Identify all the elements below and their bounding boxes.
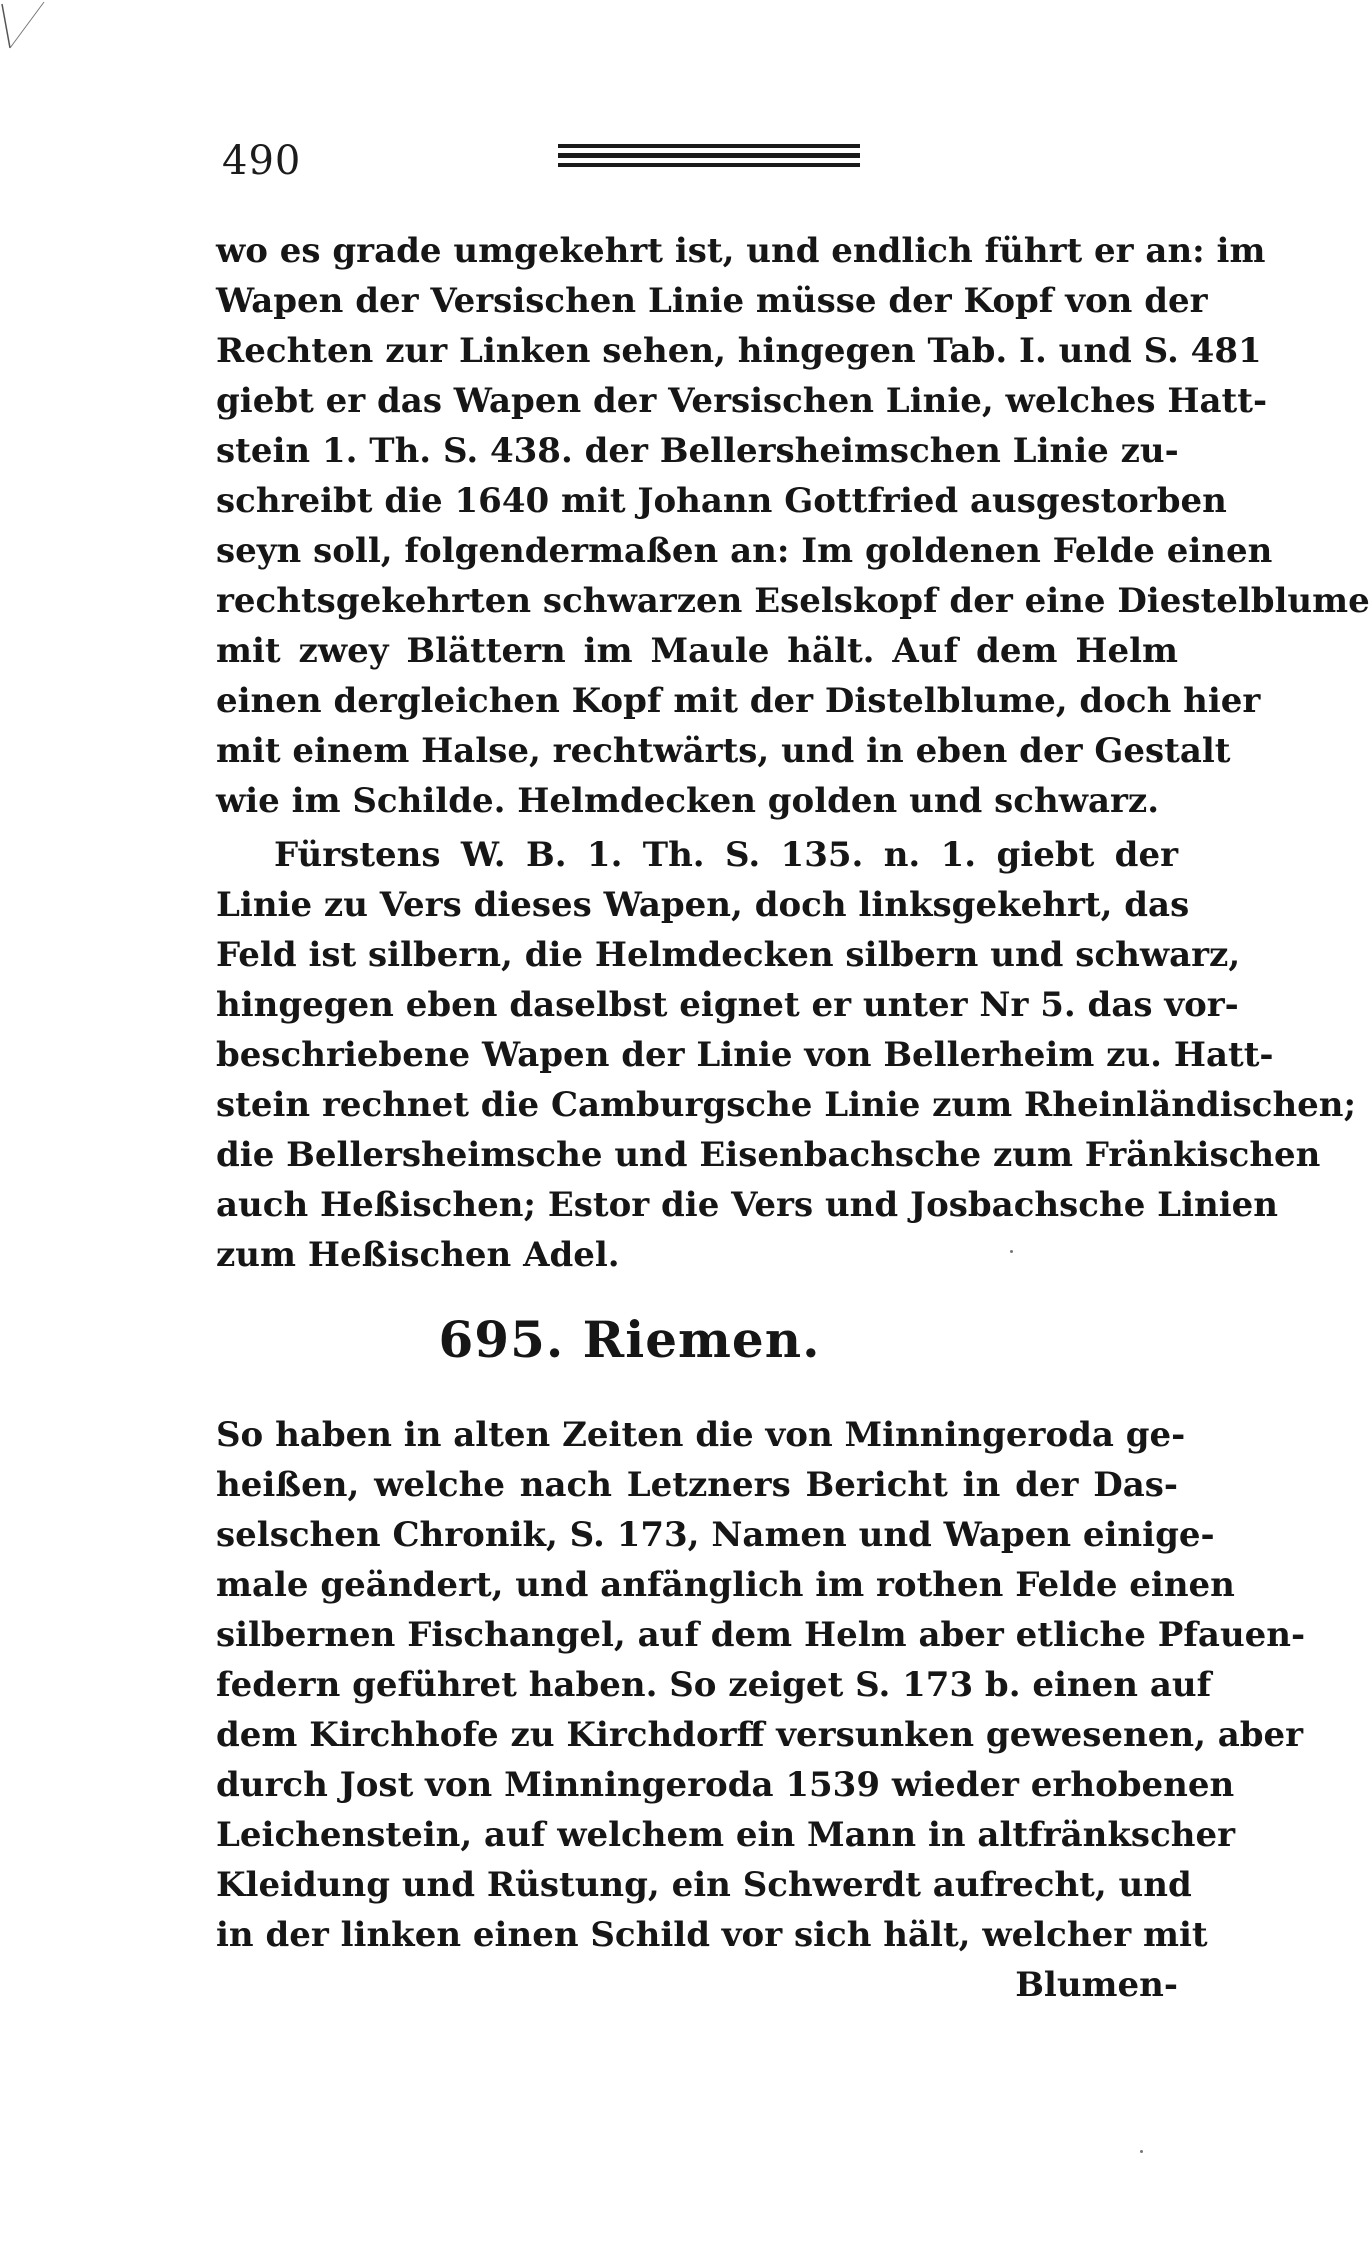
text-line: in der linken einen Schild vor sich hält, welcher mit (216, 1915, 1208, 1955)
catchword: Blumen- (1015, 1965, 1178, 2005)
page-number: 490 (222, 138, 302, 184)
text-line: stein rechnet die Camburgsche Linie zum Rheinländischen; (216, 1085, 1357, 1125)
text-line: mit einem Halse, rechtwärts, und in eben der Gestalt (216, 731, 1231, 771)
text-line: hingegen eben daselbst eignet er unter Nr 5. das vor- (216, 985, 1239, 1025)
header-ornament-rule (558, 144, 860, 174)
text-line: wie im Schilde. Helmdecken golden und schwarz. (216, 781, 1160, 821)
text-line: schreibt die 1640 mit Johann Gottfried ausgestorben (216, 481, 1227, 521)
text-line: selschen Chronik, S. 173, Namen und Wapen einige- (216, 1515, 1215, 1555)
text-line: male geändert, und anfänglich im rothen Felde einen (216, 1565, 1235, 1605)
text-line: Rechten zur Linken sehen, hingegen Tab. I. und S. 481 (216, 331, 1262, 371)
page-header (210, 138, 1170, 198)
scan-speck (1140, 2150, 1143, 2153)
paragraph-2 (216, 830, 1357, 1280)
text-line: Linie zu Vers dieses Wapen, doch linksgekehrt, das (216, 885, 1190, 925)
scan-speck (1010, 1250, 1013, 1253)
text-line: beschriebene Wapen der Linie von Bellerheim zu. Hatt- (216, 1035, 1274, 1075)
text-line: mit zwey Blättern im Maule hält. Auf dem Helm (216, 631, 1178, 671)
text-line: wo es grade umgekehrt ist, und endlich führt er an: im (216, 231, 1266, 271)
text-line: heißen, welche nach Letzners Bericht in der Das- (216, 1465, 1178, 1505)
text-line: Kleidung und Rüstung, ein Schwerdt aufrecht, und (216, 1865, 1192, 1905)
text-line: die Bellersheimsche und Eisenbachsche zum Fränkischen (216, 1135, 1321, 1175)
text-line: stein 1. Th. S. 438. der Bellersheimschen Linie zu- (216, 431, 1179, 471)
text-line: rechtsgekehrten schwarzen Eselskopf der eine Diestelblume (216, 581, 1370, 621)
text-line: federn geführet haben. So zeiget S. 173 b. einen auf (216, 1665, 1212, 1705)
text-line: giebt er das Wapen der Versischen Linie, welches Hatt- (216, 381, 1268, 421)
scan-corner-mark (0, 0, 80, 80)
text-line: Wapen der Versischen Linie müsse der Kopf von der (216, 281, 1208, 321)
text-line: Feld ist silbern, die Helmdecken silbern und schwarz, (216, 935, 1241, 975)
text-line: einen dergleichen Kopf mit der Distelblume, doch hier (216, 681, 1261, 721)
text-line: silbernen Fischangel, auf dem Helm aber etliche Pfauen- (216, 1615, 1306, 1655)
text-line: dem Kirchhofe zu Kirchdorff versunken gewesenen, aber (216, 1715, 1304, 1755)
text-line: durch Jost von Minningeroda 1539 wieder erhobenen (216, 1765, 1235, 1805)
paragraph-3 (216, 1410, 1306, 2010)
text-line: auch Heßischen; Estor die Vers und Josbachsche Linien (216, 1185, 1278, 1225)
text-line: seyn soll, folgendermaßen an: Im goldenen Felde einen (216, 531, 1273, 571)
paragraph-1 (216, 226, 1370, 826)
text-line: So haben in alten Zeiten die von Minningeroda ge- (216, 1415, 1186, 1455)
text-line: Fürstens W. B. 1. Th. S. 135. n. 1. giebt der (274, 835, 1178, 875)
text-line: zum Heßischen Adel. (216, 1235, 620, 1275)
section-heading: 695. Riemen. (438, 1310, 821, 1369)
text-line: Leichenstein, auf welchem ein Mann in altfränkscher (216, 1815, 1236, 1855)
